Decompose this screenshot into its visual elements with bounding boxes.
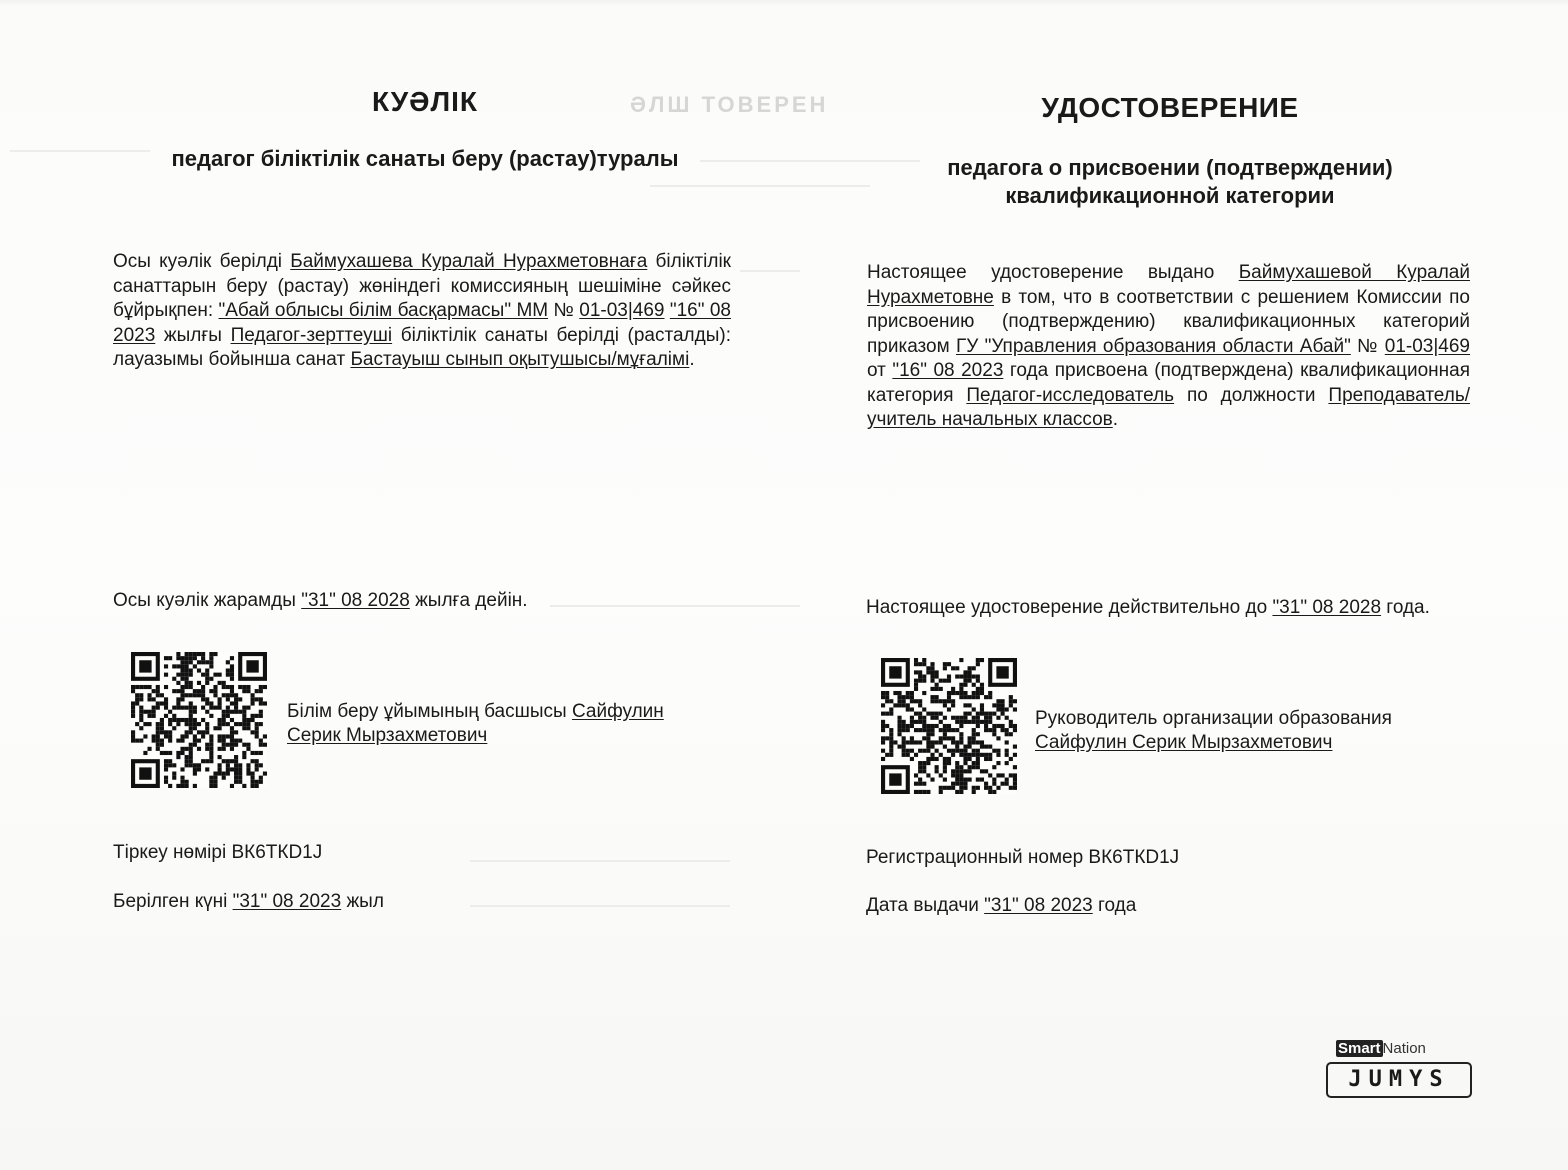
qr-code-icon[interactable]	[881, 658, 1017, 794]
logo-top	[1336, 1040, 1426, 1057]
show-through-line	[10, 150, 150, 152]
qr-code-icon[interactable]	[131, 652, 267, 788]
russian-signature	[1035, 707, 1435, 755]
show-through-line	[700, 160, 920, 162]
signatory-name: Сайфулин Серик Мырзахметович	[287, 701, 664, 746]
category: Педагог-исследователь	[966, 384, 1175, 406]
issue-date: "31" 08 2023	[232, 891, 342, 912]
kazakh-body-paragraph	[113, 250, 731, 373]
kazakh-validity	[113, 590, 528, 612]
russian-title: УДОСТОВЕРЕНИЕ	[1041, 92, 1299, 123]
validity-suffix: года.	[1381, 597, 1430, 618]
body-text: біліктілік санаты берілді (расталды): лауазымы бойынша санат	[113, 324, 731, 370]
validity-prefix: Осы куәлік жарамды	[113, 590, 302, 611]
signature-label: Білім беру ұйымының басшысы	[287, 701, 572, 722]
subtitle-line: педагога о присвоении (подтверждении)	[947, 155, 1393, 180]
signature-label: Руководитель организации образования	[1035, 708, 1392, 729]
logo-smart: Smart	[1338, 1040, 1381, 1057]
issue-suffix: жыл	[341, 891, 384, 912]
body-text: .	[689, 349, 695, 370]
category: Педагог-зерттеуші	[230, 324, 393, 346]
kazakh-signature	[287, 700, 687, 748]
kazakh-subtitle: педагог біліктілік санаты беру (растау)туралы	[171, 146, 679, 171]
russian-subtitle	[920, 154, 1420, 210]
issuing-organization: ГУ "Управления образования области Абай"	[955, 335, 1351, 357]
signatory-name: Сайфулин Серик Мырзахметович	[1035, 732, 1333, 753]
body-text: біліктілік санаттарын беру (растау) жөніндегі комиссияның шешіміне сәйкес бұйрықпен:	[113, 251, 731, 321]
order-number: 01-03|469	[1384, 335, 1470, 357]
kazakh-registration-number: Тіркеу нөмірі ВК6ТКD1J	[113, 842, 323, 863]
issue-suffix: года	[1092, 895, 1137, 916]
order-date: "16" 08 2023	[113, 300, 731, 346]
show-through-text: ӘЛШ ТОВЕРЕН	[630, 92, 829, 117]
issue-date: "31" 08 2023	[984, 895, 1093, 916]
validity-date: "31" 08 2028	[301, 590, 410, 611]
body-text: от	[867, 360, 893, 381]
body-text: года присвоена (подтверждена) квалификационная категория	[867, 360, 1470, 406]
show-through-line	[470, 860, 730, 862]
show-through-line	[740, 270, 800, 272]
issuing-organization: "Абай облысы білім басқармасы" ММ	[218, 300, 549, 321]
validity-prefix: Настоящее удостоверение действительно до	[866, 597, 1273, 618]
logo-nation: Nation	[1382, 1040, 1426, 1057]
recipient-name: Баймухашева Куралай Нурахметовнаға	[290, 251, 648, 272]
show-through-line	[470, 905, 730, 907]
show-through-line	[650, 185, 870, 187]
recipient-name: Баймухашевой Куралай Нурахметовне	[867, 262, 1470, 308]
validity-suffix: жылға дейін.	[409, 590, 528, 611]
russian-issue-date	[866, 895, 1136, 917]
issue-prefix: Дата выдачи	[866, 895, 985, 916]
russian-registration-number: Регистрационный номер ВК6ТКD1J	[866, 847, 1180, 868]
position: Преподаватель/учитель начальных классов	[867, 384, 1471, 430]
body-text: жылғы	[155, 324, 231, 346]
body-text: Настоящее удостоверение выдано	[867, 262, 1239, 283]
body-text: №	[548, 300, 580, 321]
body-text: №	[1350, 335, 1385, 357]
kazakh-title: КУӘЛІК	[371, 86, 479, 117]
kazakh-issue-date	[113, 891, 384, 913]
russian-body-paragraph	[867, 261, 1470, 433]
body-text: .	[1112, 409, 1119, 430]
validity-date: "31" 08 2028	[1272, 597, 1382, 618]
subtitle-line: квалификационной категории	[1005, 183, 1335, 208]
show-through-line	[550, 605, 800, 607]
position: Бастауыш сынып оқытушысы/мұғалімі	[350, 349, 690, 370]
body-text: в том, что в соответствии с решением Комиссии по присвоению (подтверждению) квалификационных категорий приказом	[867, 286, 1470, 357]
russian-validity	[866, 597, 1430, 619]
issue-prefix: Берілген күні	[113, 891, 233, 912]
body-text: по должности	[1174, 384, 1329, 406]
body-text: Осы куәлік берілді	[113, 251, 291, 272]
logo-jumys: JUMYS	[1326, 1062, 1472, 1098]
order-number: 01-03|469	[579, 300, 665, 321]
smartnation-jumys-logo	[1326, 1040, 1472, 1098]
order-date: "16" 08 2023	[892, 360, 1004, 381]
